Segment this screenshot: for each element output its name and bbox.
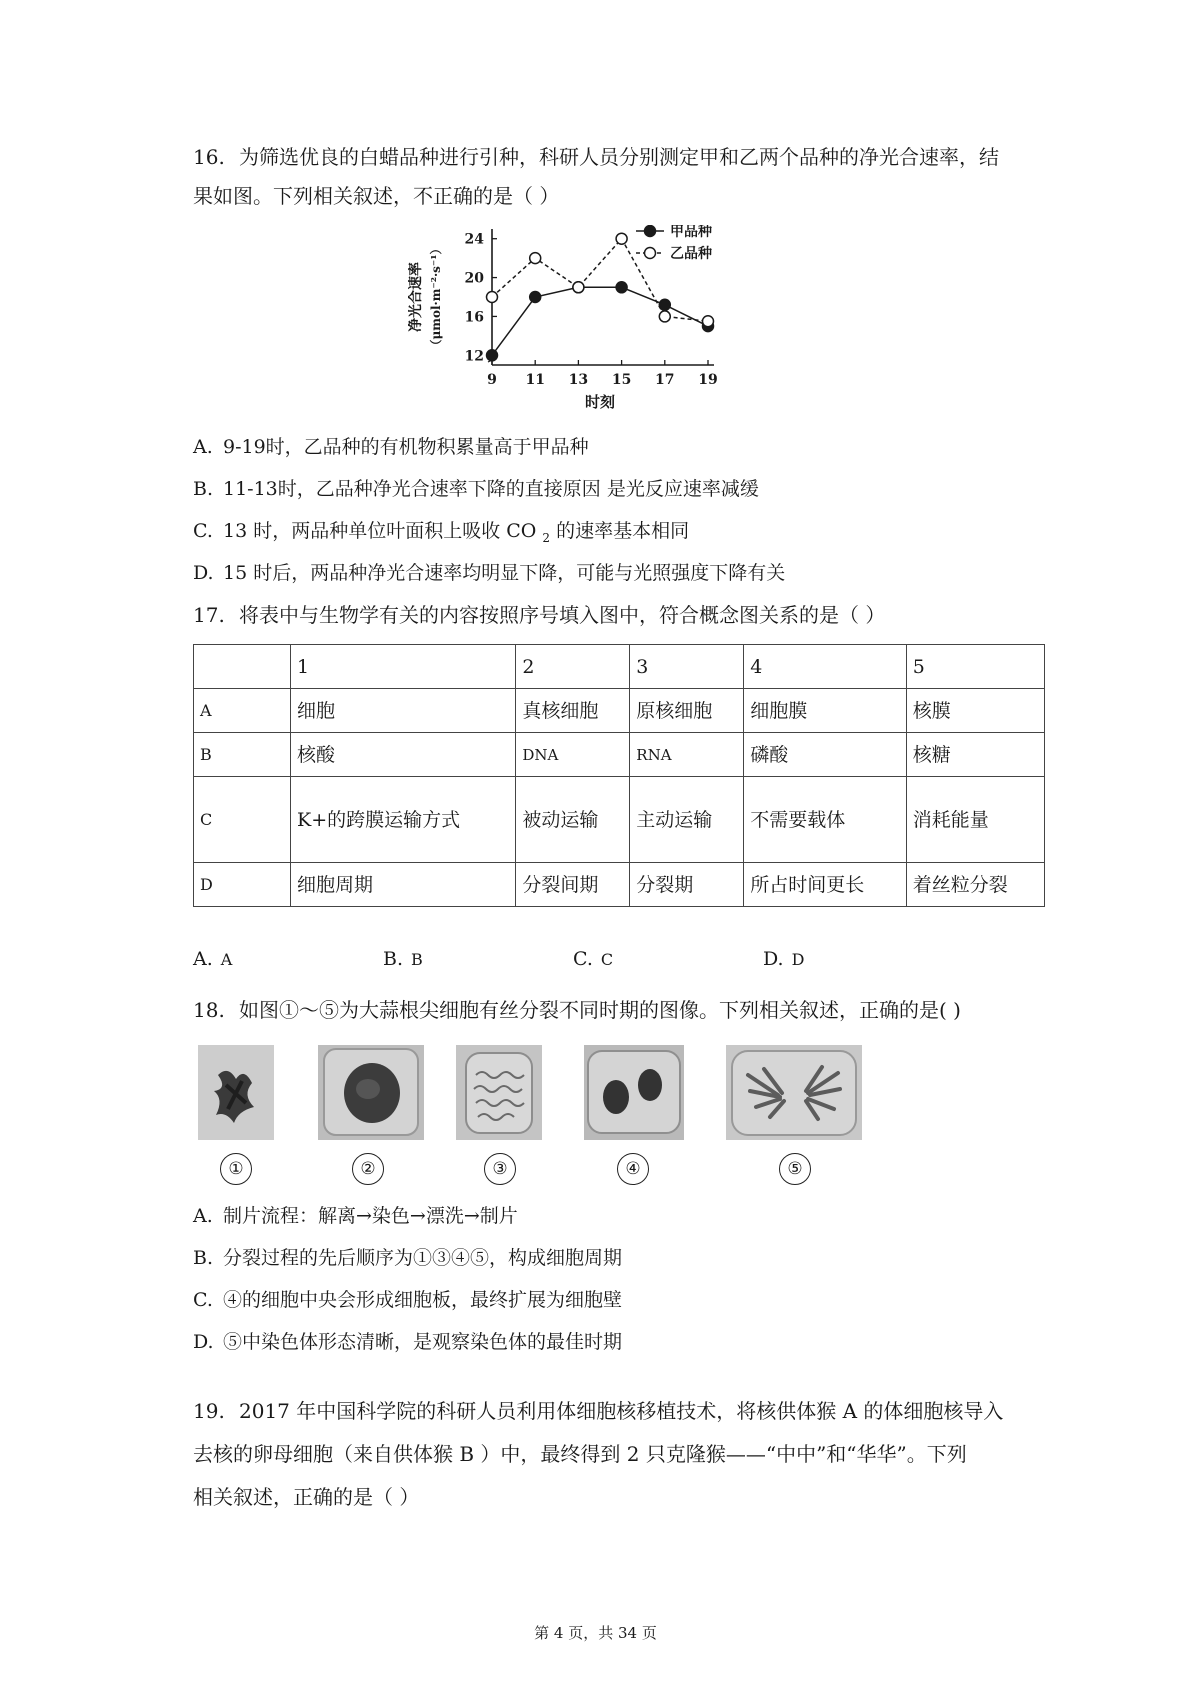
- data-point: [703, 316, 714, 327]
- micrograph-5-image: [726, 1045, 862, 1140]
- x-tick-label: 15: [611, 372, 632, 388]
- table-cell: 1: [291, 645, 516, 689]
- table-cell: [194, 645, 291, 689]
- q16-option-d[interactable]: D. 15 时后，两品种净光合速率均明显下降，可能与光照强度下降有关: [193, 562, 786, 584]
- table-row: [194, 689, 1045, 733]
- y-tick-label: 16: [464, 309, 484, 326]
- table-cell: 细胞: [291, 689, 516, 733]
- q18-option-c[interactable]: C. ④的细胞中央会形成细胞板，最终扩展为细胞壁: [193, 1289, 623, 1311]
- q17-option-c[interactable]: C. C: [573, 948, 614, 970]
- data-point: [659, 311, 670, 322]
- micrograph-label-3: ③: [484, 1153, 516, 1185]
- page-footer: 第 4 页，共 34 页: [534, 1624, 657, 1642]
- table-cell: 细胞周期: [291, 863, 516, 907]
- micrograph-3-image: [456, 1045, 542, 1140]
- table-cell: 被动运输: [516, 777, 630, 863]
- y-axis-unit: （μmol·m⁻²·s⁻¹）: [429, 242, 443, 352]
- table-cell: 核酸: [291, 733, 516, 777]
- q19-stem-line3: 相关叙述，正确的是（ ）: [193, 1485, 420, 1509]
- q18-option-d[interactable]: D. ⑤中染色体形态清晰，是观察染色体的最佳时期: [193, 1331, 623, 1353]
- table-cell: A: [194, 689, 291, 733]
- micrograph-4-image: [584, 1045, 684, 1140]
- y-tick-label: 20: [464, 270, 484, 287]
- table-cell: 主动运输: [630, 777, 744, 863]
- q16-number: 16.: [193, 145, 225, 169]
- table-cell: 5: [906, 645, 1044, 689]
- data-point: [573, 282, 584, 293]
- q18-option-b[interactable]: B. 分裂过程的先后顺序为①③④⑤，构成细胞周期: [193, 1247, 623, 1269]
- data-point: [530, 253, 541, 264]
- data-point: [616, 282, 627, 293]
- micrograph-2-image: [318, 1045, 424, 1140]
- q19-stem-line1: 19. 2017 年中国科学院的科研人员利用体细胞核移植技术，将核供体猴 A 的体细胞核导入: [193, 1399, 1004, 1423]
- q16-option-a[interactable]: A. 9-19时，乙品种的有机物积累量高于甲品种: [193, 436, 589, 458]
- q19-stem-line2: 去核的卵母细胞（来自供体猴 B ）中，最终得到 2 只克隆猴——“中中”和“华华”。下列: [193, 1442, 967, 1466]
- q17-concept-table: [193, 644, 1045, 907]
- micrograph-4: [584, 1045, 684, 1140]
- table-cell: 原核细胞: [630, 689, 744, 733]
- micrograph-1-image: [198, 1045, 274, 1140]
- table-cell: 4: [744, 645, 907, 689]
- q17-number: 17.: [193, 603, 225, 627]
- legend-label-2: 乙品种: [670, 246, 712, 262]
- table-cell: RNA: [630, 733, 744, 777]
- table-cell: C: [194, 777, 291, 863]
- q16-option-c[interactable]: C. 13 时，两品种单位叶面积上吸收 CO $_2$ 的速率基本相同: [193, 520, 690, 545]
- data-point: [487, 350, 498, 361]
- data-point: [616, 233, 627, 244]
- table-cell: 2: [516, 645, 630, 689]
- q18-stem: 18. 如图①～⑤为大蒜根尖细胞有丝分裂不同时期的图像。下列相关叙述，正确的是( ): [193, 998, 961, 1022]
- micrograph-5: [726, 1045, 862, 1140]
- table-cell: 磷酸: [744, 733, 907, 777]
- q17-option-d[interactable]: D. D: [763, 948, 805, 970]
- micrograph-label-2: ②: [352, 1153, 384, 1185]
- micrograph-label-4: ④: [617, 1153, 649, 1185]
- y-axis-title: 净光合速率: [408, 262, 424, 332]
- x-tick-label: 13: [568, 372, 589, 388]
- table-cell: B: [194, 733, 291, 777]
- y-tick-label: 24: [464, 231, 484, 248]
- q16-stem-text1: 为筛选优良的白蜡品种进行引种，科研人员分别测定甲和乙两个品种的净光合速率，结: [239, 145, 999, 169]
- x-tick-label: 11: [525, 372, 545, 388]
- table-cell: 核糖: [906, 733, 1044, 777]
- table-cell: DNA: [516, 733, 630, 777]
- x-tick-label: 17: [655, 372, 675, 388]
- q19-number: 19.: [193, 1399, 225, 1423]
- q16-stem-line2: 果如图。下列相关叙述，不正确的是（ ）: [193, 184, 560, 208]
- y-tick-label: 12: [464, 348, 484, 365]
- table-header-row: [194, 645, 1045, 689]
- q16-net-photosynthesis-chart: [408, 225, 778, 430]
- legend-marker-1: [645, 226, 656, 237]
- table-cell: 分裂期: [630, 863, 744, 907]
- q17-option-b[interactable]: B. B: [383, 948, 423, 970]
- q17-stem: 17. 将表中与生物学有关的内容按照序号填入图中，符合概念图关系的是（ ）: [193, 603, 886, 627]
- q18-option-a[interactable]: A. 制片流程：解离→染色→漂洗→制片: [193, 1205, 518, 1227]
- x-tick-label: 9: [487, 372, 497, 388]
- micrograph-label-1: ①: [220, 1153, 252, 1185]
- micrograph-1: [198, 1045, 274, 1140]
- table-cell: 细胞膜: [744, 689, 907, 733]
- micrograph-3: [456, 1045, 542, 1140]
- q17-option-a[interactable]: A. A: [193, 948, 233, 970]
- table-row: [194, 733, 1045, 777]
- x-axis-title: 时刻: [584, 393, 616, 411]
- table-cell: K+的跨膜运输方式: [291, 777, 516, 863]
- micrograph-2: [318, 1045, 424, 1140]
- table-cell: 不需要载体: [744, 777, 907, 863]
- legend-marker-2: [645, 248, 656, 259]
- table-cell: D: [194, 863, 291, 907]
- table-row: [194, 863, 1045, 907]
- table-cell: 3: [630, 645, 744, 689]
- q16-stem-line1: [193, 143, 999, 171]
- table-cell: 着丝粒分裂: [906, 863, 1044, 907]
- micrograph-label-5: ⑤: [779, 1153, 811, 1185]
- q16-option-b[interactable]: B. 11-13时，乙品种净光合速率下降的直接原因 是光反应速率减缓: [193, 478, 759, 500]
- series-line-1: [492, 287, 708, 355]
- table-row: [194, 777, 1045, 863]
- data-point: [530, 292, 541, 303]
- table-cell: 分裂间期: [516, 863, 630, 907]
- table-cell: 消耗能量: [906, 777, 1044, 863]
- table-cell: 核膜: [906, 689, 1044, 733]
- data-point: [487, 292, 498, 303]
- legend-label-1: 甲品种: [670, 225, 712, 240]
- q18-number: 18.: [193, 998, 225, 1022]
- table-cell: 所占时间更长: [744, 863, 907, 907]
- table-cell: 真核细胞: [516, 689, 630, 733]
- x-tick-label: 19: [698, 372, 718, 388]
